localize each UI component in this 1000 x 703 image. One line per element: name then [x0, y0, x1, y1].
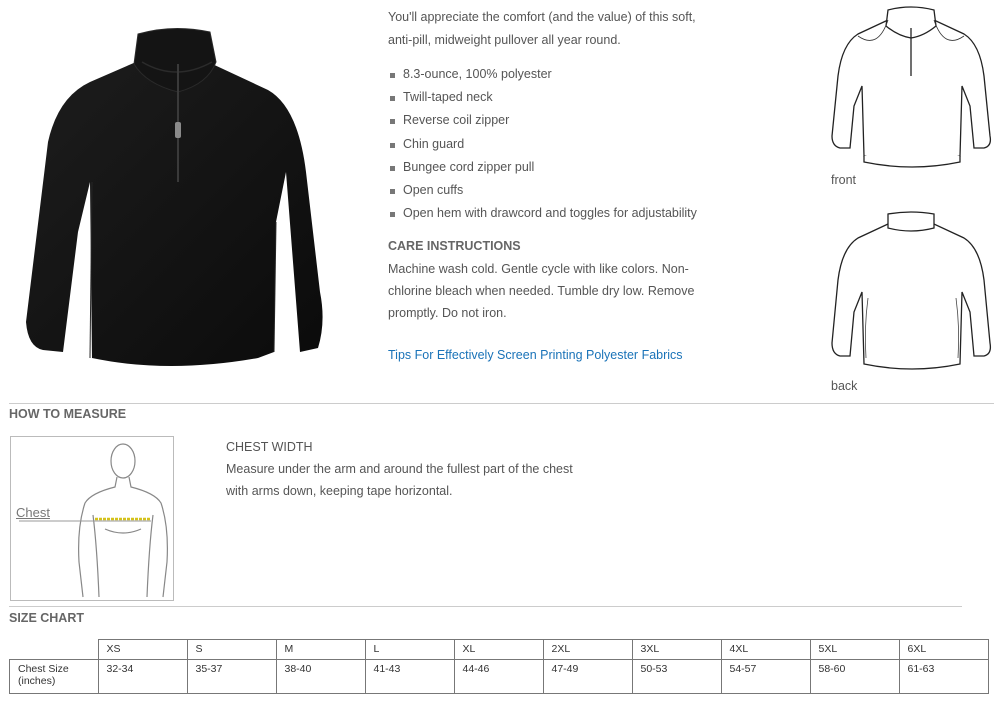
value-cell: 50-53: [632, 660, 721, 694]
screen-printing-tips-link[interactable]: Tips For Effectively Screen Printing Polyester Fabrics: [388, 348, 683, 363]
care-instructions-title: CARE INSTRUCTIONS: [388, 239, 521, 254]
row-label: Chest Size (inches): [10, 660, 99, 694]
size-cell: 6XL: [899, 640, 988, 660]
size-chart-table: [9, 639, 989, 694]
section-divider: [9, 403, 994, 404]
size-cell: 3XL: [632, 640, 721, 660]
back-label: back: [831, 379, 858, 393]
size-chart-title: SIZE CHART: [9, 611, 84, 625]
measure-diagram: [10, 436, 174, 601]
product-description: [388, 6, 718, 367]
value-cell: 32-34: [98, 660, 187, 694]
feature-item: 8.3-ounce, 100% polyester: [388, 63, 718, 86]
product-photo: [18, 22, 330, 374]
size-cell: S: [187, 640, 276, 660]
feature-item: Open hem with drawcord and toggles for adjustability: [388, 202, 718, 225]
front-label: front: [831, 173, 857, 187]
front-sketch: [828, 6, 996, 174]
corner-cell: [10, 640, 99, 660]
back-sketch: [828, 208, 996, 378]
chest-width-info: [226, 436, 586, 502]
value-cell: 41-43: [365, 660, 454, 694]
size-header-row: [10, 640, 989, 660]
feature-item: Reverse coil zipper: [388, 109, 718, 132]
feature-item: Bungee cord zipper pull: [388, 156, 718, 179]
value-cell: 35-37: [187, 660, 276, 694]
value-cell: 54-57: [721, 660, 810, 694]
value-cell: 61-63: [899, 660, 988, 694]
size-cell: XL: [454, 640, 543, 660]
value-cell: 47-49: [543, 660, 632, 694]
size-cell: 5XL: [810, 640, 899, 660]
feature-item: Chin guard: [388, 133, 718, 156]
feature-item: Twill-taped neck: [388, 86, 718, 109]
size-cell: 4XL: [721, 640, 810, 660]
section-divider: [9, 606, 962, 607]
value-cell: 44-46: [454, 660, 543, 694]
how-to-measure-title: HOW TO MEASURE: [9, 407, 127, 421]
value-cell: 38-40: [276, 660, 365, 694]
feature-item: Open cuffs: [388, 179, 718, 202]
feature-list: [388, 63, 718, 225]
intro-text: You'll appreciate the comfort (and the value) of this soft, anti-pill, midweight pullover all year round.: [388, 10, 696, 47]
chest-diagram-label: Chest: [16, 505, 50, 520]
size-cell: 2XL: [543, 640, 632, 660]
chest-size-row: [10, 660, 989, 694]
chest-width-title: CHEST WIDTH: [226, 440, 313, 454]
size-cell: L: [365, 640, 454, 660]
care-instructions-text: Machine wash cold. Gentle cycle with like colors. Non-chlorine bleach when needed. Tumble dry low. Remove promptly. Do not iron.: [388, 262, 695, 321]
value-cell: 58-60: [810, 660, 899, 694]
size-cell: M: [276, 640, 365, 660]
size-cell: XS: [98, 640, 187, 660]
chest-width-text: Measure under the arm and around the fullest part of the chest with arms down, keeping tape horizontal.: [226, 462, 573, 498]
